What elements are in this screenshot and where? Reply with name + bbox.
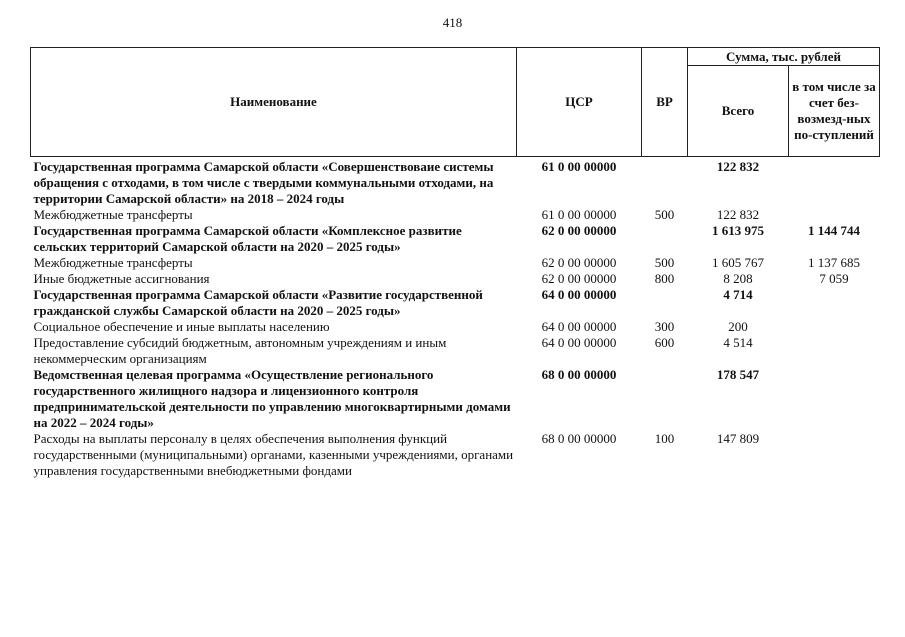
page-number: 418 xyxy=(442,15,463,30)
table-row xyxy=(31,319,880,335)
cell-vr: 100 xyxy=(654,431,675,446)
cell-vr: 300 xyxy=(654,319,675,334)
header-total: Всего xyxy=(688,66,789,157)
cell-name: Социальное обеспечение и иные выплаты населению xyxy=(33,319,330,334)
cell-name: Расходы на выплаты персоналу в целях обеспечения выполнения функций государственными (муниципальными) органами, казенными учреждениями, органами управления государственными внебюджетными фондами xyxy=(33,431,514,478)
cell-vr xyxy=(642,157,688,208)
cell-csr: 61 0 00 00000 xyxy=(541,159,617,174)
cell-csr: 68 0 00 00000 xyxy=(541,367,617,382)
cell-name: Межбюджетные трансферты xyxy=(33,255,193,270)
table-row xyxy=(31,335,880,367)
cell-csr: 64 0 00 00000 xyxy=(541,319,617,334)
cell-free: 1 144 744 xyxy=(808,223,860,238)
cell-name: Государственная программа Самарской области «Комплексное развитие сельских территорий Самарской области на 2020 – 2025 годы» xyxy=(33,223,462,254)
cell-total: 122 832 xyxy=(716,207,760,222)
cell-free xyxy=(789,319,880,335)
budget-table xyxy=(30,47,880,479)
table-row xyxy=(31,271,880,287)
cell-vr xyxy=(642,223,688,255)
table-row xyxy=(31,287,880,319)
cell-vr: 800 xyxy=(654,271,675,286)
cell-csr: 61 0 00 00000 xyxy=(541,207,617,222)
cell-free: 7 059 xyxy=(819,271,849,286)
cell-vr: 500 xyxy=(654,207,675,222)
header-name: Наименование xyxy=(31,48,517,157)
table-body xyxy=(31,157,880,480)
cell-name: Межбюджетные трансферты xyxy=(33,207,193,222)
cell-vr: 500 xyxy=(654,255,675,270)
cell-csr: 62 0 00 00000 xyxy=(541,255,617,270)
cell-free xyxy=(789,335,880,367)
cell-total: 4 714 xyxy=(723,287,753,302)
header-vr: ВР xyxy=(642,48,688,157)
cell-vr: 600 xyxy=(654,335,675,350)
cell-csr: 64 0 00 00000 xyxy=(541,287,617,302)
cell-name: Предоставление субсидий бюджетным, автономным учреждениям и иным некоммерческим организациям xyxy=(33,335,447,366)
cell-total: 122 832 xyxy=(716,159,760,174)
cell-csr: 68 0 00 00000 xyxy=(541,431,617,446)
cell-total: 1 613 975 xyxy=(712,223,764,238)
cell-free xyxy=(789,157,880,208)
cell-name: Государственная программа Самарской области «Совершенствоваие системы обращения с отходами, в том числе с твердыми коммунальными отходами, на территории Самарской области» на 2018 – 2024 годы xyxy=(33,159,494,206)
cell-csr: 64 0 00 00000 xyxy=(541,335,617,350)
table-row xyxy=(31,431,880,479)
cell-free xyxy=(789,287,880,319)
cell-name: Ведомственная целевая программа «Осуществление регионального государственного жилищного надзора и лицензионного контроля предпринимательской деятельности по управлению многоквартирными домами на 2022 – 2024 годы» xyxy=(33,367,511,430)
cell-name: Иные бюджетные ассигнования xyxy=(33,271,210,286)
header-sum: Сумма, тыс. рублей xyxy=(688,48,880,66)
table-row xyxy=(31,255,880,271)
cell-free xyxy=(789,207,880,223)
header-free: в том числе за счет без-возмезд-ных по-ступлений xyxy=(789,66,880,157)
cell-total: 200 xyxy=(728,319,748,334)
cell-csr: 62 0 00 00000 xyxy=(541,271,617,286)
cell-total: 178 547 xyxy=(716,367,760,382)
table-row xyxy=(31,223,880,255)
table-row xyxy=(31,157,880,208)
cell-free: 1 137 685 xyxy=(808,255,860,270)
cell-total: 8 208 xyxy=(723,271,753,286)
cell-total: 147 809 xyxy=(716,431,760,446)
cell-name: Государственная программа Самарской области «Развитие государственной гражданской службы Самарской области на 2020 – 2025 годы» xyxy=(33,287,483,318)
table-row xyxy=(31,367,880,431)
cell-vr xyxy=(642,367,688,431)
cell-total: 1 605 767 xyxy=(712,255,764,270)
cell-free xyxy=(789,367,880,431)
cell-total: 4 514 xyxy=(723,335,753,350)
cell-free xyxy=(789,431,880,479)
table-header xyxy=(31,48,880,157)
header-csr: ЦСР xyxy=(517,48,642,157)
cell-csr: 62 0 00 00000 xyxy=(541,223,617,238)
cell-vr xyxy=(642,287,688,319)
table-row xyxy=(31,207,880,223)
